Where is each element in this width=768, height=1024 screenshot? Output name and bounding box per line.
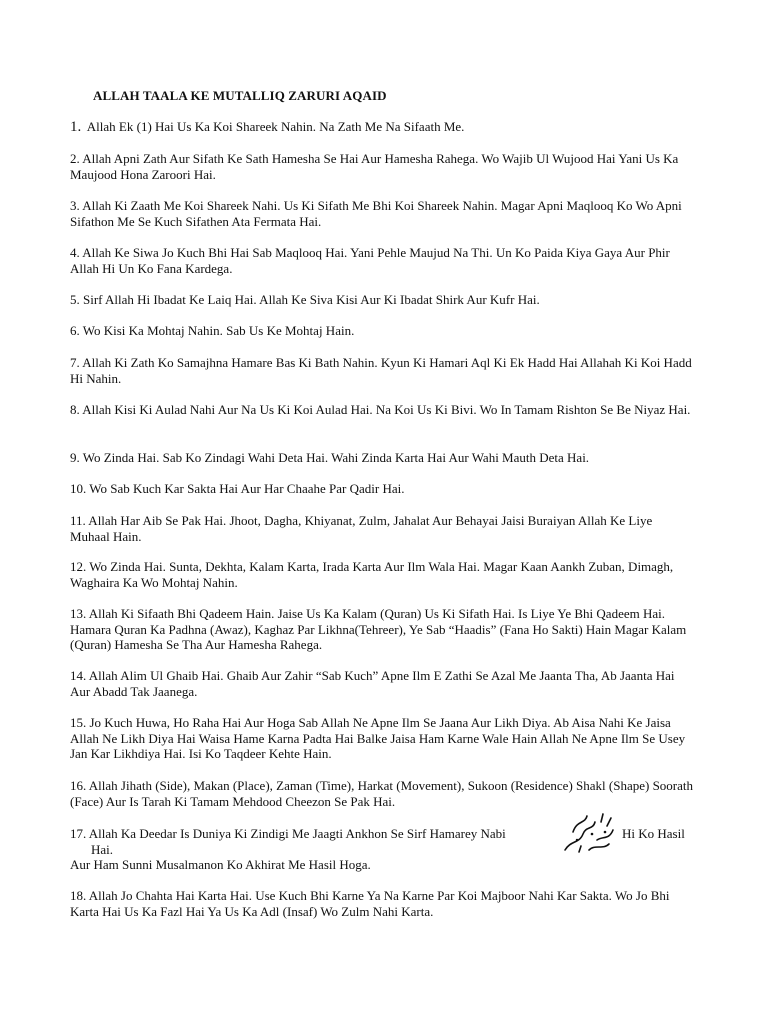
item-17-line-1-end: Hi Ko Hasil	[622, 826, 685, 841]
aqeeda-item-12: 12. Wo Zinda Hai. Sunta, Dekhta, Kalam Karta, Irada Karta Aur Ilm Wala Hai. Magar Kaan Aankh Zuban, Dimagh, Waghaira Ka Wo Mohtaj Nahin.	[70, 559, 674, 590]
aqeeda-item-15: 15. Jo Kuch Huwa, Ho Raha Hai Aur Hoga Sab Allah Ne Apne Ilm Se Jaana Aur Likh Diya. Ab Aisa Nahi Ke Jaisa Allah Ne Likh Diya Hai Waisa Hame Karna Padta Hai Balke Jaisa Ham Karne Wale Hain Allah Ne Apne Ilm Se Usey Jan Kar Likhdiya Hai. Isi Ko Taqdeer Kehte Hain.	[70, 715, 686, 761]
item-number: 1.	[70, 119, 82, 135]
aqeeda-item-11: 11. Allah Har Aib Se Pak Hai. Jhoot, Dagha, Khiyanat, Zulm, Jahalat Aur Behayai Jaisi Buraiyan Allah Ke Liye Muhaal Hain.	[70, 513, 653, 544]
item-17-line-2: Hai.	[91, 841, 114, 857]
aqeeda-item-6: 6. Wo Kisi Ka Mohtaj Nahin. Sab Us Ke Mohtaj Hain.	[70, 323, 355, 338]
document-title: ALLAH TAALA KE MUTALLIQ ZARURI AQAID	[93, 88, 387, 103]
aqeeda-item-1	[70, 119, 695, 136]
aqeeda-item-7: 7. Allah Ki Zath Ko Samajhna Hamare Bas Ki Bath Nahin. Kyun Ki Hamari Aql Ki Ek Hadd Hai Allahah Ki Koi Hadd Hi Nahin.	[70, 355, 692, 386]
aqeeda-item-13: 13. Allah Ki Sifaath Bhi Qadeem Hain. Jaise Us Ka Kalam (Quran) Us Ki Sifath Hai. Is Liye Ye Bhi Qadeem Hai. Hamara Quran Ka Padhna (Awaz), Kaghaz Par Likhna(Tehreer), Ye Sab “Haadis” (Fana Ho Sakti) Hain Magar Kalam (Quran) Hamesha Se Tha Aur Hamesha Rahega.	[70, 606, 687, 652]
aqeeda-item-3: 3. Allah Ki Zaath Me Koi Shareek Nahi. Us Ki Sifath Me Bhi Koi Shareek Nahin. Magar Apni Maqlooq Ko Wo Apni Sifathon Me Se Kuch Sifathen Ata Fermata Hai.	[70, 198, 682, 229]
item-text: Allah Ek (1) Hai Us Ka Koi Shareek Nahin. Na Zath Me Na Sifaath Me.	[86, 119, 465, 134]
aqeeda-item-9: 9. Wo Zinda Hai. Sab Ko Zindagi Wahi Deta Hai. Wahi Zinda Karta Hai Aur Wahi Mauth Deta Hai.	[70, 450, 590, 465]
aqeeda-item-4: 4. Allah Ke Siwa Jo Kuch Bhi Hai Sab Maqlooq Hai. Yani Pehle Maujud Na Thi. Un Ko Paida Kiya Gaya Aur Phir Allah Hi Un Ko Fana Kardega.	[70, 245, 670, 276]
item-17-line-3: Aur Ham Sunni Musalmanon Ko Akhirat Me Hasil Hoga.	[70, 857, 371, 872]
aqeeda-item-5: 5. Sirf Allah Hi Ibadat Ke Laiq Hai. Allah Ke Siva Kisi Aur Ki Ibadat Shirk Aur Kufr Hai.	[70, 292, 540, 307]
aqeeda-item-14: 14. Allah Alim Ul Ghaib Hai. Ghaib Aur Zahir “Sab Kuch” Apne Ilm E Zathi Se Azal Me Jaanta Tha, Ab Jaanta Hai Aur Abadd Tak Jaanega.	[70, 668, 675, 699]
aqeeda-item-16: 16. Allah Jihath (Side), Makan (Place), Zaman (Time), Harkat (Movement), Sukoon (Residence) Shakl (Shape) Soorath (Face) Aur Is Tarah Ki Tamam Mehdood Cheezon Se Pak Hai.	[70, 778, 694, 809]
aqeeda-item-8: 8. Allah Kisi Ki Aulad Nahi Aur Na Us Ki Koi Aulad Hai. Na Koi Us Ki Bivi. Wo In Tamam Rishton Se Be Niyaz Hai.	[70, 402, 691, 417]
salawat-calligraphy-icon	[559, 810, 619, 856]
aqeeda-item-2: 2. Allah Apni Zath Aur Sifath Ke Sath Hamesha Se Hai Aur Hamesha Rahega. Wo Wajib Ul Wujood Hai Yani Us Ka Maujood Hona Zaroori Hai.	[70, 151, 679, 182]
item-17-line-1: 17. Allah Ka Deedar Is Duniya Ki Zindigi Me Jaagti Ankhon Se Sirf Hamarey Nabi	[70, 826, 506, 841]
aqeeda-item-10: 10. Wo Sab Kuch Kar Sakta Hai Aur Har Chaahe Par Qadir Hai.	[70, 481, 405, 496]
aqeeda-item-18: 18. Allah Jo Chahta Hai Karta Hai. Use Kuch Bhi Karne Ya Na Karne Par Koi Majboor Nahi Kar Sakta. Wo Jo Bhi Karta Hai Us Ka Fazl Hai Ya Us Ka Adl (Insaf) Wo Zulm Nahi Karta.	[70, 888, 670, 919]
